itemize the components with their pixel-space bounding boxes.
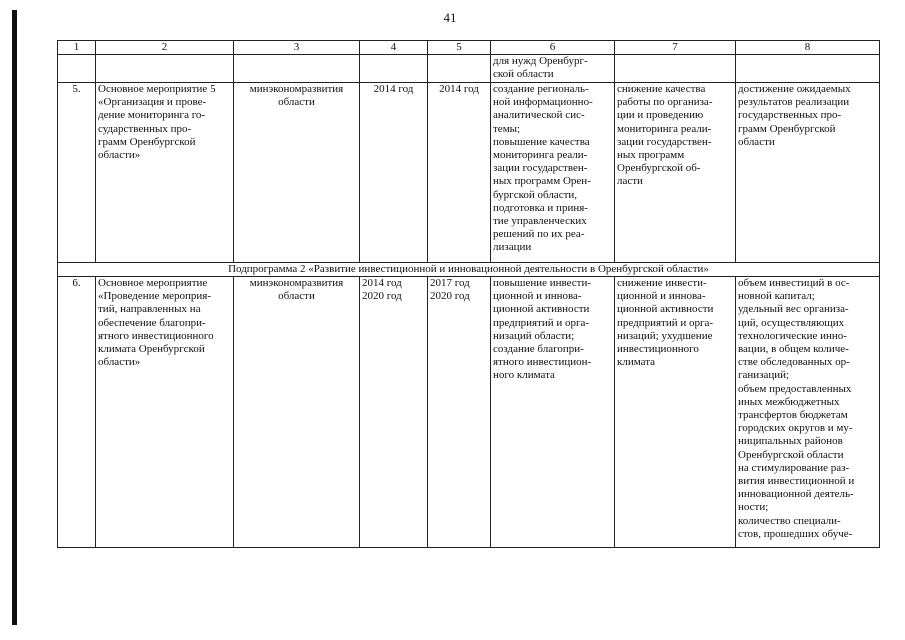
cell-executor: минэкономразвития области [234, 83, 360, 263]
header-cell: 2 [96, 41, 234, 55]
cell-start-year: 2014 год [360, 83, 428, 263]
cell-empty [736, 55, 880, 83]
cell-executor: минэкономразвития области [234, 277, 360, 548]
cell-indicators: объем инвестиций в ос- новной капитал; удельный вес организа- ций, осуществляющих технологические инно- вации, в общем количе- стве обследованных ор- ганизаций; объем предоставленных иных межбюджетных трансфертов бюджетам городских округов и му- ниципальных районов Оренбургской области на стимулирование раз- вития инвестиционной и инновационной деятель- ности; количество специали- стов, прошедших обуче- [736, 277, 880, 548]
cell-measure: Основное мероприятие «Проведение мероприя- тий, направленных на обеспечение благопри- ятного инвестиционного климата Оренбургской области» [96, 277, 234, 548]
cell-measure: Основное мероприятие 5 «Организация и прове- дение мониторинга го- сударственных про- грамм Оренбургской области» [96, 83, 234, 263]
cell-consequences: снижение качества работы по организа- ции и проведению мониторинга реали- зации государствен- ных программ Оренбургской об- ласти [615, 83, 736, 263]
header-cell: 8 [736, 41, 880, 55]
cell-end-year: 2014 год [428, 83, 491, 263]
cell-end-year: 2017 год 2020 год [428, 277, 491, 548]
cell-empty [428, 55, 491, 83]
cell-empty [360, 55, 428, 83]
header-cell: 6 [491, 41, 615, 55]
scan-margin-bar [12, 10, 17, 625]
table-header-row [58, 41, 880, 55]
cell-expected-result: повышение инвести- ционной и иннова- ционной активности предприятий и орга- низаций области; создание благопри- ятного инвестицион- ного климата [491, 277, 615, 548]
cell-consequences: снижение инвести- ционной и иннова- ционной активности предприятий и орга- низаций; ухудшение инвестиционного климата [615, 277, 736, 548]
header-cell: 4 [360, 41, 428, 55]
cell-empty [96, 55, 234, 83]
header-cell: 1 [58, 41, 96, 55]
cell-expected-result: создание региональ- ной информационно- аналитической сис- темы; повышение качества мониторинга реали- зации государствен- ных программ Орен- бургской области, подготовка и приня- тие управленческих решений по их реа- лизации [491, 83, 615, 263]
header-cell: 7 [615, 41, 736, 55]
table-row-continuation [58, 55, 880, 83]
header-cell: 5 [428, 41, 491, 55]
cell-empty [58, 55, 96, 83]
cell-start-year: 2014 год 2020 год [360, 277, 428, 548]
cell-result-continuation: для нужд Оренбург- ской области [491, 55, 615, 83]
header-cell: 3 [234, 41, 360, 55]
table-row-6 [58, 277, 880, 548]
cell-empty [615, 55, 736, 83]
cell-indicators: достижение ожидаемых результатов реализации государственных про- грамм Оренбургской области [736, 83, 880, 263]
measures-table [57, 40, 880, 548]
cell-empty [234, 55, 360, 83]
subprogram-title: Подпрограмма 2 «Развитие инвестиционной и инновационной деятельности в Оренбургской области» [58, 263, 880, 277]
subprogram-row [58, 263, 880, 277]
cell-row-number: 5. [58, 83, 96, 263]
cell-row-number: 6. [58, 277, 96, 548]
page-number: 41 [443, 10, 457, 25]
table-row-5 [58, 83, 880, 263]
